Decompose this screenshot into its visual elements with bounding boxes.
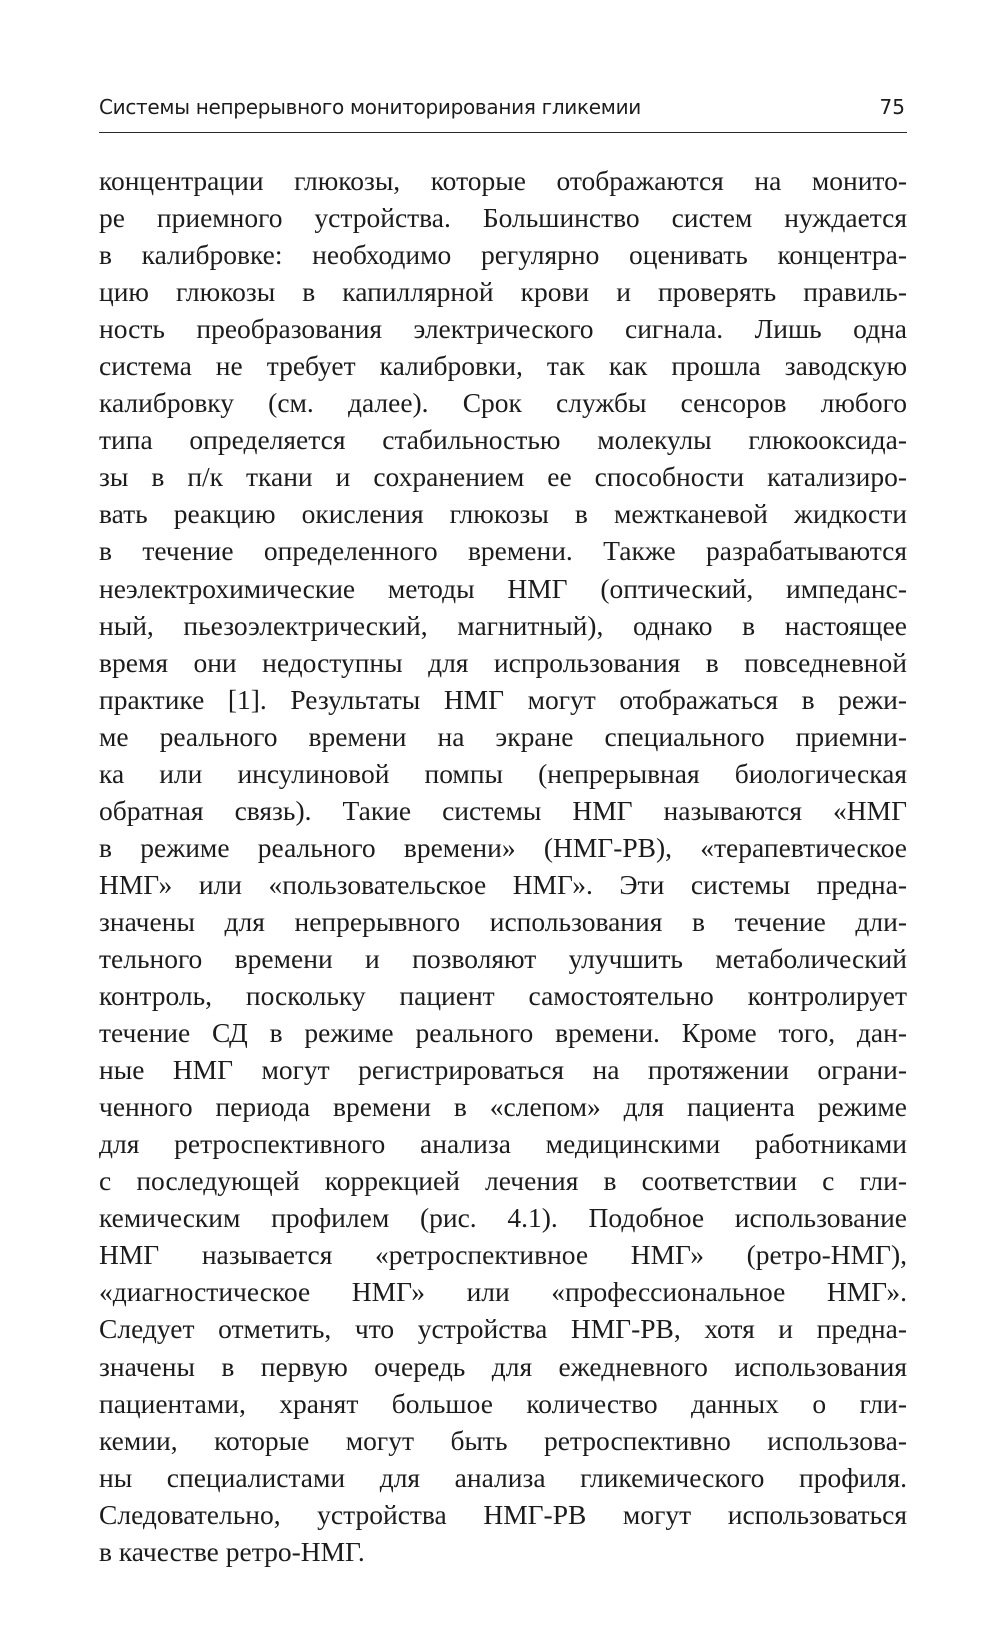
text-line: ные НМГ могут регистрироваться на протяжении ограни- (99, 1054, 907, 1086)
text-line: в течение определенного времени. Также разрабатываются (99, 535, 907, 567)
text-line: система не требует калибровки, так как прошла заводскую (99, 350, 907, 382)
text-line: ный, пьезоэлектрический, магнитный), однако в настоящее (99, 609, 907, 641)
text-line: течение СД в режиме реального времени. Кроме того, дан- (99, 1017, 907, 1049)
text-line: ме реального времени на экране специального приемни- (99, 720, 907, 752)
text-line: ченного периода времени в «слепом» для пациента режиме (99, 1091, 907, 1123)
text-line: неэлектрохимические методы НМГ (оптический, импеданс- (99, 572, 907, 604)
body-text (99, 162, 907, 1570)
text-line: типа определяется стабильностью молекулы глюкооксида- (99, 424, 907, 456)
text-line: пациентами, хранят большое количество данных о гли- (99, 1387, 907, 1419)
text-line: кемии, которые могут быть ретроспективно использова- (99, 1424, 907, 1456)
text-line: Следовательно, устройства НМГ-РВ могут использоваться (99, 1498, 907, 1530)
running-header (99, 92, 907, 133)
text-line: ре приемного устройства. Большинство систем нуждается (99, 202, 907, 234)
text-line: значены для непрерывного использования в течение дли- (99, 905, 907, 937)
text-line: обратная связь). Такие системы НМГ называются «НМГ (99, 794, 907, 826)
text-line: Следует отметить, что устройства НМГ-РВ, хотя и предна- (99, 1313, 907, 1345)
text-line: концентрации глюкозы, которые отображаются на монито- (99, 165, 907, 196)
text-line: калибровку (см. далее). Срок службы сенсоров любого (99, 387, 907, 419)
text-line: в режиме реального времени» (НМГ-РВ), «терапевтическое (99, 831, 907, 863)
text-line: в качестве ретро-НМГ. (99, 1535, 365, 1567)
page-number: 75 (879, 95, 905, 119)
text-line: ность преобразования электрического сигнала. Лишь одна (99, 313, 907, 345)
text-line: вать реакцию окисления глюкозы в межтканевой жидкости (99, 498, 907, 530)
text-line: ны специалистами для анализа гликемического профиля. (99, 1461, 907, 1493)
text-line: НМГ» или «пользовательское НМГ». Эти системы предна- (99, 868, 907, 900)
text-line: контроль, поскольку пациент самостоятельно контролирует (99, 980, 907, 1012)
text-line: с последующей коррекцией лечения в соответствии с гли- (99, 1165, 907, 1197)
text-line: «диагностическое НМГ» или «профессиональное НМГ». (99, 1276, 907, 1308)
text-line: зы в п/к ткани и сохранением ее способности катализиро- (99, 461, 907, 493)
running-title: Системы непрерывного мониторирования гликемии (99, 95, 641, 119)
text-line: ка или инсулиновой помпы (непрерывная биологическая (99, 757, 907, 789)
text-line: НМГ называется «ретроспективное НМГ» (ретро-НМГ), (99, 1239, 907, 1271)
text-line: кемическим профилем (рис. 4.1). Подобное использование (99, 1202, 907, 1234)
text-line: в калибровке: необходимо регулярно оценивать концентра- (99, 239, 907, 271)
text-line: для ретроспективного анализа медицинскими работниками (99, 1128, 907, 1160)
text-line: тельного времени и позволяют улучшить метаболический (99, 942, 907, 974)
text-line: цию глюкозы в капиллярной крови и проверять правиль- (99, 276, 907, 308)
text-line: время они недоступны для испрользования в повседневной (99, 646, 907, 678)
text-line: значены в первую очередь для ежедневного использования (99, 1350, 907, 1382)
text-line: практике [1]. Результаты НМГ могут отображаться в режи- (99, 683, 907, 715)
